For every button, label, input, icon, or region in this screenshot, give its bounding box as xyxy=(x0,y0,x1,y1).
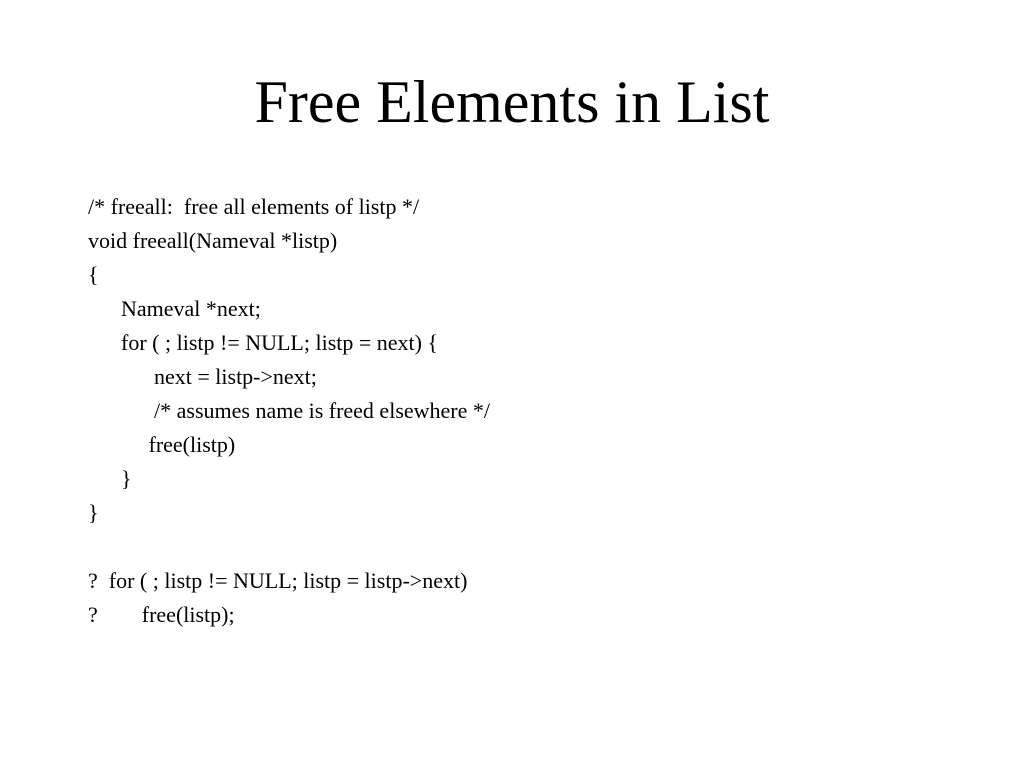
code-line-open-brace: { xyxy=(88,262,99,287)
code-line-comment: /* freeall: free all elements of listp */ xyxy=(88,194,420,219)
code-line-for-loop: for ( ; listp != NULL; listp = next) { xyxy=(88,330,439,355)
code-line-next-assign: next = listp->next; xyxy=(88,364,317,389)
code-line-signature: void freeall(Nameval *listp) xyxy=(88,228,338,253)
code-line-close-loop: } xyxy=(88,466,132,491)
code-line-free-call: free(listp) xyxy=(88,432,236,457)
code-line-blank xyxy=(88,530,968,564)
code-line-close-function: } xyxy=(88,500,99,525)
code-line-wrong-free: ? free(listp); xyxy=(88,602,235,627)
slide-title: Free Elements in List xyxy=(254,69,770,135)
code-line-declaration: Nameval *next; xyxy=(88,296,261,321)
code-line-wrong-loop: ? for ( ; listp != NULL; listp = listp->next) xyxy=(88,568,468,593)
code-block xyxy=(88,190,968,632)
code-line-inner-comment: /* assumes name is freed elsewhere */ xyxy=(88,398,490,423)
